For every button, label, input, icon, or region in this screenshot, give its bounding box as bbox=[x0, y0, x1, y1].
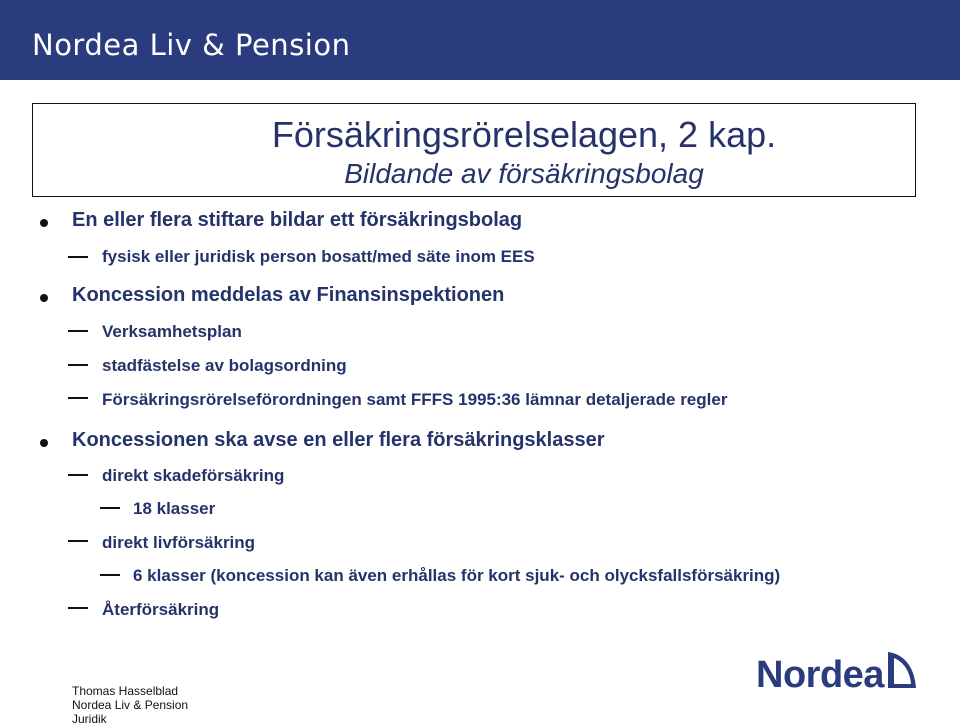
list-item: direkt skadeförsäkring bbox=[102, 466, 285, 485]
footer-author: Thomas Hasselblad bbox=[72, 684, 179, 698]
logo-sail-icon bbox=[880, 650, 920, 692]
nordea-logo bbox=[756, 650, 926, 700]
dash-marker bbox=[68, 540, 88, 542]
header-title: Nordea Liv & Pension bbox=[32, 28, 351, 62]
dash-marker bbox=[68, 607, 88, 609]
list-item: 6 klasser (koncession kan även erhållas för kort sjuk- och olycksfallsförsäkring) bbox=[133, 566, 781, 585]
list-item: 18 klasser bbox=[133, 499, 216, 518]
slide-title-box bbox=[32, 103, 916, 197]
footer-department: Juridik bbox=[72, 712, 107, 726]
footer-company: Nordea Liv & Pension bbox=[72, 698, 189, 712]
bullet-dot bbox=[40, 219, 48, 227]
header-bar bbox=[0, 0, 960, 80]
dash-marker bbox=[68, 397, 88, 399]
dash-marker bbox=[100, 574, 120, 576]
dash-marker bbox=[68, 330, 88, 332]
list-item: En eller flera stiftare bildar ett försäkringsbolag bbox=[72, 209, 523, 231]
slide-subtitle: Bildande av försäkringsbolag bbox=[344, 158, 704, 189]
slide-title: Försäkringsrörelselagen, 2 kap. bbox=[271, 114, 777, 155]
list-item: Försäkringsrörelseförordningen samt FFFS 1995:36 lämnar detaljerade regler bbox=[102, 390, 728, 409]
bullet-dot bbox=[40, 439, 48, 447]
list-item: Koncessionen ska avse en eller flera försäkringsklasser bbox=[72, 429, 605, 451]
list-item: direkt livförsäkring bbox=[102, 533, 256, 552]
logo-wordmark: Nordea bbox=[756, 654, 884, 696]
dash-marker bbox=[68, 364, 88, 366]
list-item: stadfästelse av bolagsordning bbox=[102, 356, 347, 375]
dash-marker bbox=[100, 507, 120, 509]
list-item: Koncession meddelas av Finansinspektionen bbox=[72, 284, 505, 306]
dash-marker bbox=[68, 474, 88, 476]
list-item: Återförsäkring bbox=[102, 600, 220, 619]
list-item: fysisk eller juridisk person bosatt/med säte inom EES bbox=[102, 247, 535, 266]
list-item: Verksamhetsplan bbox=[102, 322, 242, 341]
bullet-dot bbox=[40, 294, 48, 302]
dash-marker bbox=[68, 256, 88, 258]
